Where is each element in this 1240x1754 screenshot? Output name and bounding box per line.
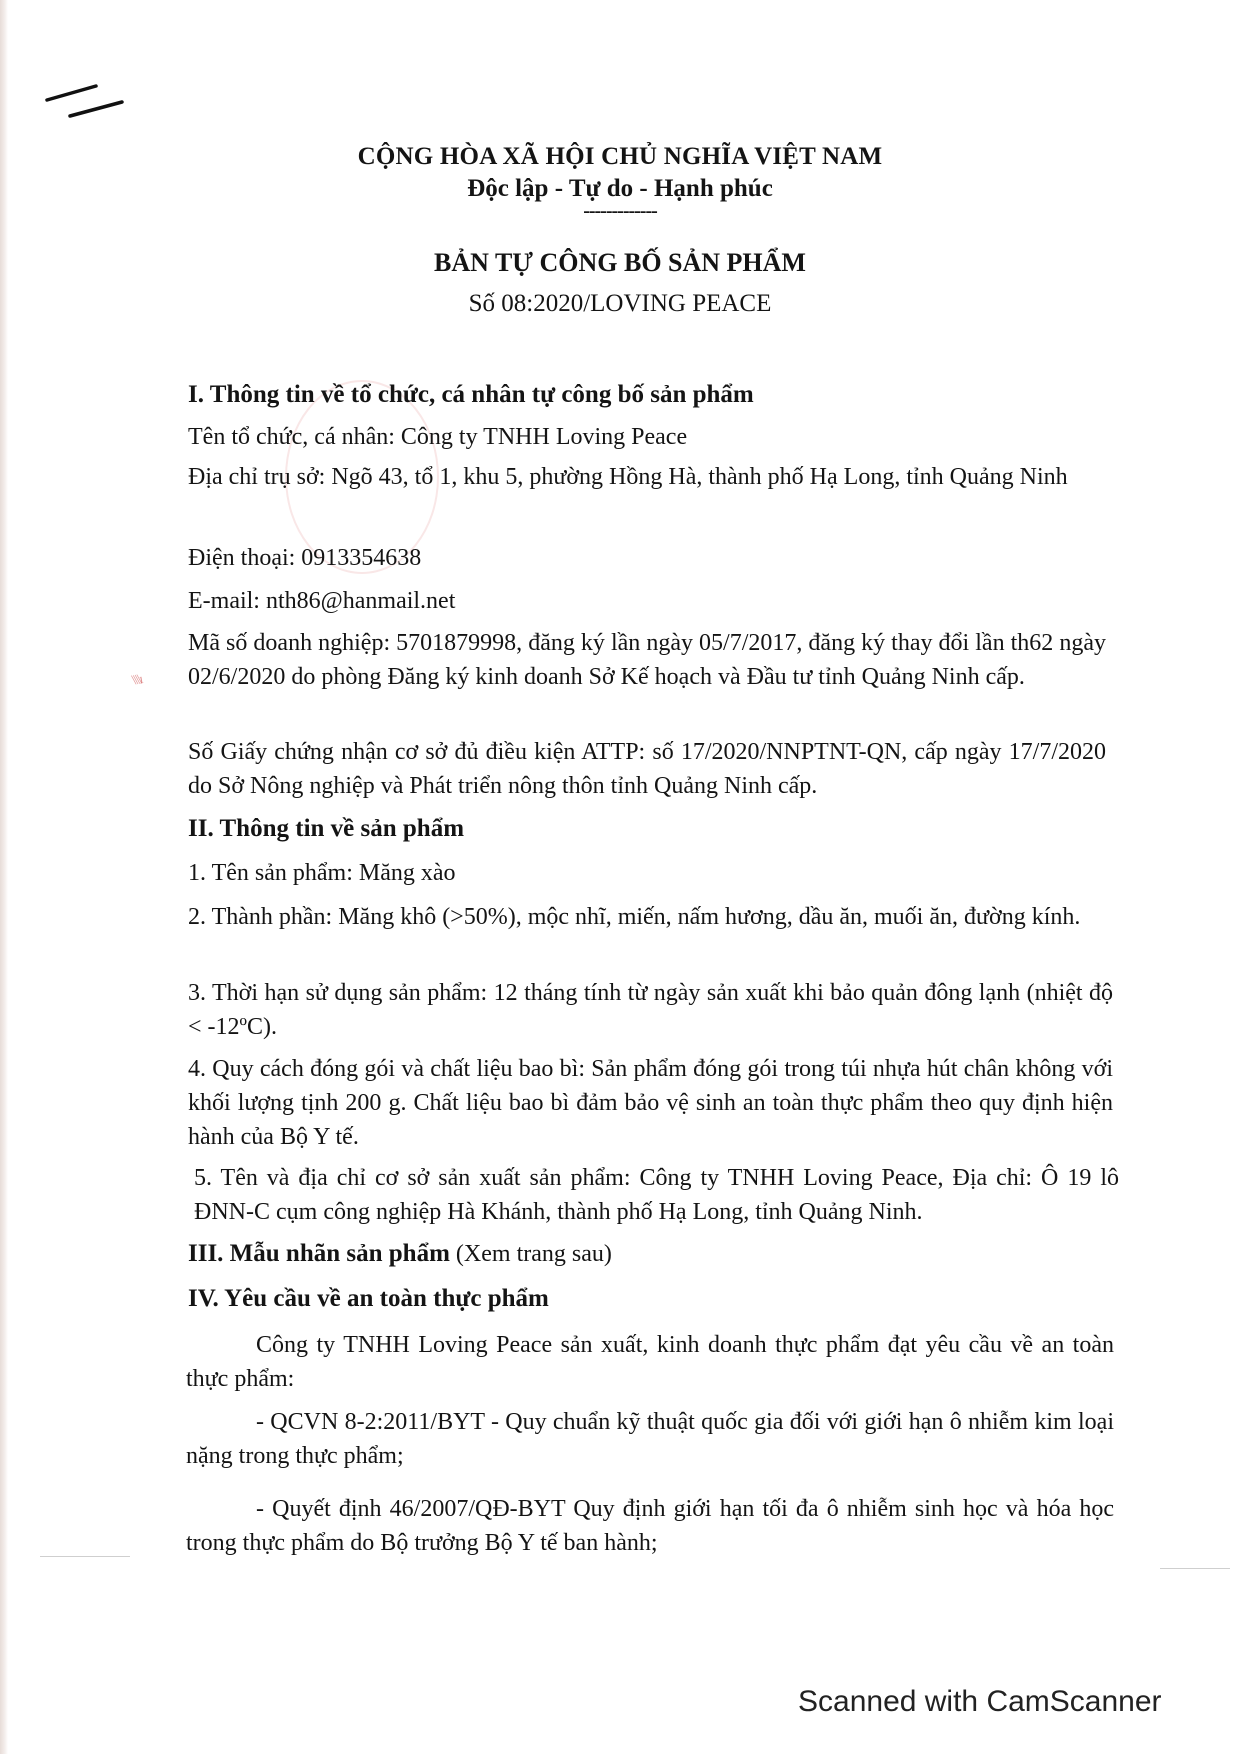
product-item-1: 1. Tên sản phẩm: Măng xào: [188, 860, 456, 886]
product-item-2: 2. Thành phần: Măng khô (>50%), mộc nhĩ, miến, nấm hương, dầu ăn, muối ăn, đường kính.: [188, 904, 1081, 930]
scan-artifact-line: [40, 1556, 130, 1557]
red-signature-mark: \\\\ı: [130, 672, 143, 689]
section-3: [188, 1237, 612, 1271]
section-3-note: (Xem trang sau): [449, 1241, 612, 1267]
country-header: CỘNG HÒA XÃ HỘI CHỦ NGHĨA VIỆT NAM: [357, 143, 883, 170]
org-phone: Điện thoại: 0913354638: [188, 545, 422, 571]
product-item-3: 3. Thời hạn sử dụng sản phẩm: 12 tháng tính từ ngày sản xuất khi bảo quản đông lạnh (nhiệt độ < -12ºC).: [188, 980, 1113, 1040]
pen-mark-icon: [40, 78, 130, 118]
org-name: Tên tổ chức, cá nhân: Công ty TNHH Loving Peace: [188, 424, 688, 450]
section-4-heading: IV. Yêu cầu về an toàn thực phẩm: [188, 1285, 549, 1312]
section-2-heading: II. Thông tin về sản phẩm: [188, 815, 465, 842]
food-safety-item-2: - Quyết định 46/2007/QĐ-BYT Quy định giới hạn tối đa ô nhiễm sinh học và hóa học trong thực phẩm do Bộ trưởng Bộ Y tế ban hành;: [186, 1496, 1114, 1556]
document-title: BẢN TỰ CÔNG BỐ SẢN PHẨM: [434, 248, 806, 277]
section-3-heading: III. Mẫu nhãn sản phẩm: [188, 1240, 450, 1267]
motto: Độc lập - Tự do - Hạnh phúc: [467, 175, 773, 202]
section-1-heading: I. Thông tin về tổ chức, cá nhân tự công bố sản phẩm: [188, 381, 754, 408]
scan-artifact-line: [1160, 1568, 1230, 1569]
camscanner-watermark: Scanned with CamScanner: [798, 1685, 1162, 1718]
org-email: E-mail: nth86@hanmail.net: [188, 588, 456, 614]
attp-certificate: Số Giấy chứng nhận cơ sở đủ điều kiện ATTP: số 17/2020/NNPTNT-QN, cấp ngày 17/7/2020 do Sở Nông nghiệp và Phát triển nông thôn tỉnh Quảng Ninh cấp.: [188, 739, 1106, 799]
business-code: Mã số doanh nghiệp: 5701879998, đăng ký lần ngày 05/7/2017, đăng ký thay đổi lần th62 ngày 02/6/2020 do phòng Đăng ký kinh doanh Sở Kế hoạch và Đầu tư tỉnh Quảng Ninh cấp.: [188, 630, 1106, 690]
product-item-4: 4. Quy cách đóng gói và chất liệu bao bì: Sản phẩm đóng gói trong túi nhựa hút chân không với khối lượng tịnh 200 g. Chất liệu bao bì đảm bảo vệ sinh an toàn thực phẩm theo quy định hiện hành của Bộ Y tế.: [188, 1056, 1113, 1150]
food-safety-intro: Công ty TNHH Loving Peace sản xuất, kinh doanh thực phẩm đạt yêu cầu về an toàn thực phẩm:: [186, 1332, 1114, 1392]
document-number: Số 08:2020/LOVING PEACE: [468, 290, 772, 317]
org-address: Địa chỉ trụ sở: Ngõ 43, tổ 1, khu 5, phường Hồng Hà, thành phố Hạ Long, tỉnh Quảng Ninh: [188, 464, 1068, 490]
food-safety-item-1: - QCVN 8-2:2011/BYT - Quy chuẩn kỹ thuật quốc gia đối với giới hạn ô nhiễm kim loại nặng trong thực phẩm;: [186, 1409, 1114, 1469]
product-item-5: 5. Tên và địa chỉ cơ sở sản xuất sản phẩm: Công ty TNHH Loving Peace, Địa chỉ: Ô 19 lô ĐNN-C cụm công nghiệp Hà Khánh, thành phố Hạ Long, tỉnh Quảng Ninh.: [194, 1165, 1119, 1225]
header-separator: -------------: [583, 200, 657, 222]
